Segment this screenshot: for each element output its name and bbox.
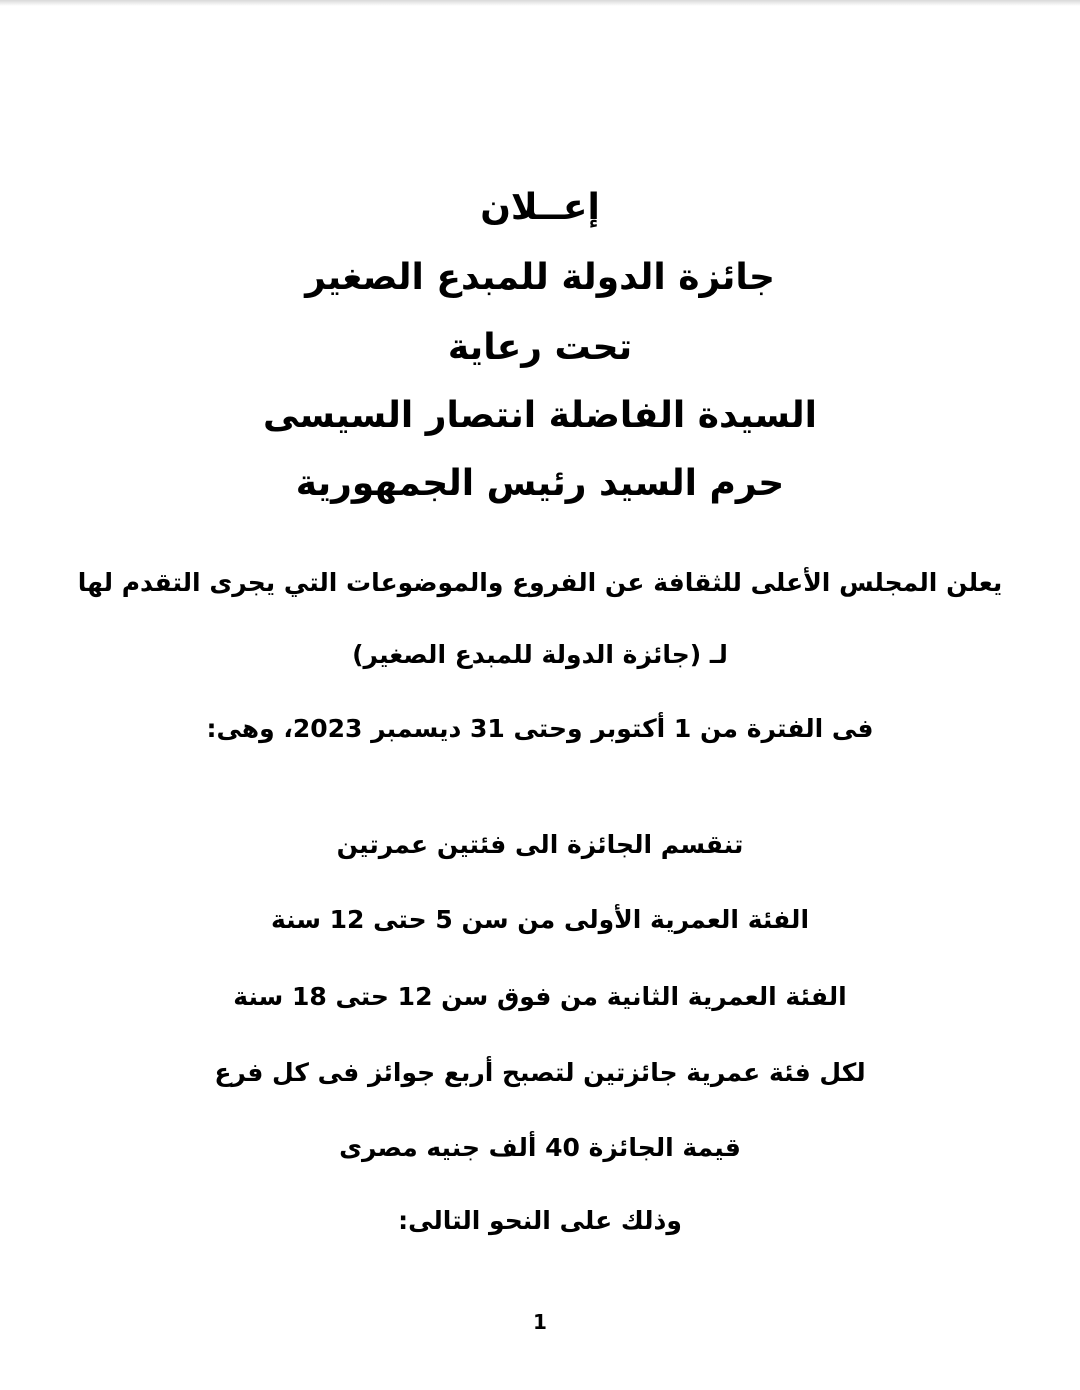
prize-name-heading: جائزة الدولة للمبدع الصغير [305,257,775,298]
first-age-group-line: الفئة العمرية الأولى من سن 5 حتى 12 سنة [270,905,810,934]
intro-line-1: يعلن المجلس الأعلى للثقافة عن الفروع والموضوعات التي يجرى التقدم لها [77,568,1003,597]
page-number: 1 [533,1310,547,1334]
patron-name-heading: السيدة الفاضلة انتصار السيسى [263,395,817,436]
intro-line-2: لـ (جائزة الدولة للمبدع الصغير) [352,640,728,669]
categories-split-line: تنقسم الجائزة الى فئتين عمرتين [336,830,744,859]
announcement-heading: إعــلان [480,187,600,228]
prizes-per-group-line: لكل فئة عمرية جائزتين لتصبح أربع جوائز فى كل فرع [214,1058,866,1087]
patron-title-heading: حرم السيد رئيس الجمهورية [295,463,785,504]
intro-line-3: فى الفترة من 1 أكتوبر وحتى 31 ديسمبر 2023، وهى: [206,714,874,743]
as-follows-line: وذلك على النحو التالى: [398,1206,682,1235]
prize-value-line: قيمة الجائزة 40 ألف جنيه مصرى [339,1133,741,1162]
patronage-heading: تحت رعاية [447,327,633,368]
second-age-group-line: الفئة العمرية الثانية من فوق سن 12 حتى 18 سنة [233,982,847,1011]
